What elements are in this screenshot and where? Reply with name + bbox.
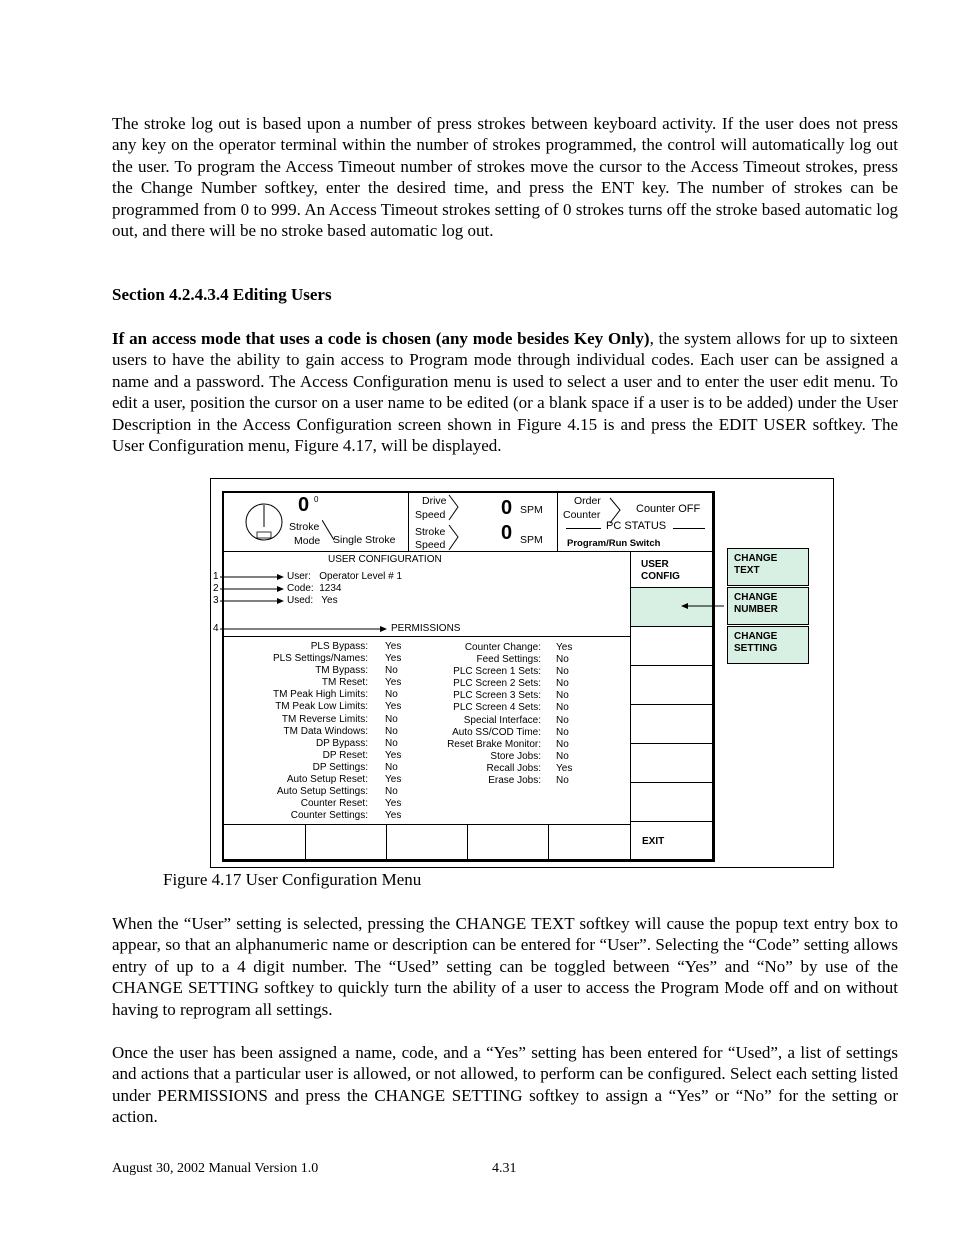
stroke-angle-value: 0 (314, 495, 319, 504)
change-text-line-1: CHANGE (734, 553, 778, 564)
perms-right-label-8[interactable]: Auto SS/COD Time: (452, 726, 541, 738)
line-number-2: 2 (213, 583, 219, 595)
permissions-divider (224, 636, 630, 637)
perms-left-label-9[interactable]: DP Bypass: (315, 737, 368, 749)
perms-right-value-5: No (556, 690, 569, 702)
perms-right-label-5[interactable]: PLC Screen 3 Sets: (453, 690, 541, 702)
perms-right-value-2: No (556, 654, 569, 666)
perms-left-label-14[interactable]: Counter Reset: (300, 798, 368, 810)
perms-right-value-3: No (556, 666, 569, 678)
perms-left-label-5[interactable]: TM Peak High Limits: (272, 689, 368, 701)
bottom-softkey-sep-2 (386, 824, 387, 861)
perms-right-value-6: No (556, 702, 569, 714)
perms-left-label-1[interactable]: PLS Bypass: (310, 641, 368, 652)
perms-right-value-4: No (556, 678, 569, 690)
change-text-line-2: TEXT (734, 565, 760, 576)
figure-caption: Figure 4.17 User Configuration Menu (163, 870, 422, 889)
perms-left-label-8[interactable]: TM Data Windows: (283, 725, 368, 737)
permissions-right-labels (420, 642, 541, 787)
perms-right-label-4[interactable]: PLC Screen 2 Sets: (453, 678, 541, 690)
perms-left-value-15: Yes (385, 810, 402, 822)
program-run-switch: Program/Run Switch (567, 538, 661, 549)
field-user-value: Operator Level # 1 (319, 571, 403, 582)
perms-left-label-11[interactable]: DP Settings: (312, 761, 368, 773)
field-code-label: Code: (287, 583, 314, 595)
user-config-line-2: CONFIG (641, 571, 680, 582)
perms-right-label-2[interactable]: Feed Settings: (476, 654, 541, 666)
perms-left-value-5: No (385, 689, 398, 701)
perms-right-label-1[interactable]: Counter Change: (464, 642, 541, 653)
mode-divider-line (322, 520, 336, 542)
perms-right-value-12: No (556, 775, 569, 787)
change-number-line-1: CHANGE (734, 592, 778, 603)
perms-left-value-11: No (385, 761, 398, 773)
permissions-left-labels (232, 641, 368, 822)
permissions-right-values (556, 642, 572, 787)
perms-left-value-12: Yes (385, 774, 402, 786)
perms-right-label-6[interactable]: PLC Screen 4 Sets: (453, 702, 541, 714)
perms-left-label-13[interactable]: Auto Setup Settings: (276, 786, 368, 798)
exit-softkey[interactable]: EXIT (642, 836, 665, 847)
change-setting-softkey[interactable] (727, 626, 809, 664)
field-used-label: Used: (287, 595, 314, 607)
perms-left-value-7: No (385, 713, 398, 725)
perms-left-value-6: Yes (385, 701, 402, 713)
change-setting-line-2: SETTING (734, 643, 778, 654)
paragraph-bold-lead: If an access mode that uses a code is chosen (any mode besides Key Only) (112, 329, 650, 348)
permissions-left-values (385, 641, 401, 822)
speed-bracket-icon (448, 494, 460, 552)
field-used-value: Yes (321, 595, 338, 607)
bottom-softkey-sep-3 (467, 824, 468, 861)
perms-right-label-12[interactable]: Erase Jobs: (488, 775, 541, 787)
line-number-1: 1 (213, 571, 219, 582)
stroke-angle-dial-icon (244, 502, 284, 542)
perms-right-value-10: No (556, 750, 569, 762)
softkey-sep-6 (630, 782, 712, 783)
perms-right-value-1: Yes (556, 642, 573, 653)
perms-left-label-12[interactable]: Auto Setup Reset: (286, 774, 368, 786)
perms-left-value-2: Yes (385, 653, 402, 665)
pc-status-rule-left (566, 528, 601, 529)
drive-speed-value: 0 (501, 497, 513, 519)
header-divider-v2 (557, 493, 558, 551)
softkey-sep-7 (630, 821, 712, 822)
perms-right-label-11[interactable]: Recall Jobs: (486, 762, 541, 774)
softkey-sep-2 (630, 626, 712, 627)
perms-left-value-4: Yes (385, 677, 402, 689)
stroke-count-value: 0 (298, 494, 310, 516)
perms-right-label-9[interactable]: Reset Brake Monitor: (447, 738, 541, 750)
perms-left-value-14: Yes (385, 798, 402, 810)
perms-right-value-7: No (556, 714, 569, 726)
perms-left-label-2[interactable]: PLS Settings/Names: (272, 653, 368, 665)
field-used[interactable] (287, 595, 402, 607)
change-number-softkey[interactable] (727, 587, 809, 625)
counter-status: Counter OFF (636, 503, 701, 515)
section-heading: Section 4.2.4.3.4 Editing Users (112, 285, 332, 304)
stroke-speed-label-2: Speed (415, 539, 446, 551)
user-fields (287, 571, 402, 608)
field-code-value: 1234 (319, 583, 342, 595)
pc-status-label: PC STATUS (606, 520, 667, 532)
bottom-softkey-sep-4 (548, 824, 549, 861)
perms-left-label-10[interactable]: DP Reset: (322, 749, 368, 761)
softkey-sep-1 (630, 587, 712, 588)
perms-left-value-8: No (385, 725, 398, 737)
bottom-softkey-divider (224, 824, 630, 825)
paragraph-editing-users (112, 328, 898, 456)
header-divider (224, 551, 712, 552)
footer-version: August 30, 2002 Manual Version 1.0 (112, 1161, 319, 1176)
drive-speed-label-1: Drive (422, 495, 447, 507)
field-user[interactable] (287, 571, 402, 583)
order-counter-label-2: Counter (563, 509, 601, 521)
pointer-left-arrow-icon (680, 601, 726, 611)
paragraph-stroke-logout: The stroke log out is based upon a number of press strokes between keyboard activity. If the user does not press any key on the operator terminal within the number of strokes programmed, the control will automatically log out the user. To program the Access Timeout number of strokes move the cursor to the Access Timeout strokes, press the Change Number softkey, enter the desired time, and press the ENT key. The number of strokes can be programmed from 0 to 999. An Access Timeout strokes setting of 0 strokes turns off the stroke based automatic log out, and there will be no stroke based automatic log out. (112, 114, 898, 241)
config-title: USER CONFIGURATION (328, 554, 442, 565)
perms-right-value-8: No (556, 726, 569, 738)
header-divider-v1 (408, 493, 409, 551)
footer-page-number: 4.31 (492, 1161, 517, 1176)
stroke-speed-label-1: Stroke (415, 526, 446, 538)
field-user-label: User: (287, 571, 311, 582)
perms-left-value-13: No (385, 786, 398, 798)
perms-right-label-10[interactable]: Store Jobs: (490, 750, 541, 762)
softkey-sep-3 (630, 665, 712, 666)
perms-left-label-3[interactable]: TM Bypass: (315, 665, 368, 677)
mode-label: Mode (294, 535, 321, 547)
perms-left-value-9: No (385, 737, 398, 749)
paragraph-user-setting: When the “User” setting is selected, pressing the CHANGE TEXT softkey will cause the popup text entry box to appear, so that an alphanumeric name or description can be entered for “User”. Selecting the “Code” setting allows entry of up to a 4 digit number. The “Used” setting can be toggled between “Yes” and “No” by use of the CHANGE SETTING softkey to quickly turn the ability of a user to access the Program Mode off and on without having to reprogram all settings. (112, 914, 898, 1019)
perms-right-label-7[interactable]: Special Interface: (463, 714, 541, 726)
pc-status-rule-right (673, 528, 705, 529)
softkey-sep-5 (630, 743, 712, 744)
order-counter-label-1: Order (574, 495, 601, 507)
user-config-softkey-label (641, 559, 680, 583)
stroke-label: Stroke (289, 521, 320, 533)
softkey-sep-4 (630, 704, 712, 705)
drive-speed-label-2: Speed (415, 509, 446, 521)
field-code[interactable] (287, 583, 402, 595)
permissions-title: PERMISSIONS (391, 623, 461, 634)
user-config-line-1: USER (641, 559, 669, 570)
mode-value: Single Stroke (333, 534, 396, 546)
perms-right-value-11: Yes (556, 762, 573, 774)
stroke-speed-unit: SPM (520, 534, 543, 546)
paragraph-rest: , the system allows for up to sixteen users to have the ability to gain access to Program mode through individual codes. Each user can be assigned a name and a password. The Access Configuration menu is used to select a user and to enter the user edit menu. To edit a user, position the cursor on a user name to be edited (or a blank space if a user is to be added) under the User Description in the Access Configuration screen shown in Figure 4.15 is and press the EDIT USER softkey. The User Configuration menu, Figure 4.17, will be displayed. (112, 329, 898, 456)
line-number-4: 4 (213, 623, 219, 634)
perms-left-value-1: Yes (385, 641, 402, 652)
perms-right-value-9: No (556, 738, 569, 750)
paragraph-permissions: Once the user has been assigned a name, code, and a “Yes” setting has been entered for “Used”, a list of settings and actions that a particular user is allowed, or not allowed, to perform can be configured. Select each setting listed under PERMISSIONS and press the CHANGE SETTING softkey to assign a “Yes” or “No” for the setting or action. (112, 1043, 898, 1127)
perms-left-label-6[interactable]: TM Peak Low Limits: (275, 701, 368, 713)
stroke-speed-value: 0 (501, 522, 513, 544)
change-setting-line-1: CHANGE (734, 631, 778, 642)
change-number-line-2: NUMBER (734, 604, 778, 615)
drive-speed-unit: SPM (520, 504, 543, 516)
line-number-3: 3 (213, 595, 219, 607)
perms-left-label-15[interactable]: Counter Settings: (290, 810, 368, 822)
bottom-softkey-sep-1 (305, 824, 306, 861)
perms-left-label-7[interactable]: TM Reverse Limits: (281, 713, 368, 725)
change-text-softkey[interactable] (727, 548, 809, 586)
perms-right-label-3[interactable]: PLC Screen 1 Sets: (453, 666, 541, 678)
perms-left-value-10: Yes (385, 749, 402, 761)
perms-left-label-4[interactable]: TM Reset: (321, 677, 368, 689)
perms-left-value-3: No (385, 665, 398, 677)
